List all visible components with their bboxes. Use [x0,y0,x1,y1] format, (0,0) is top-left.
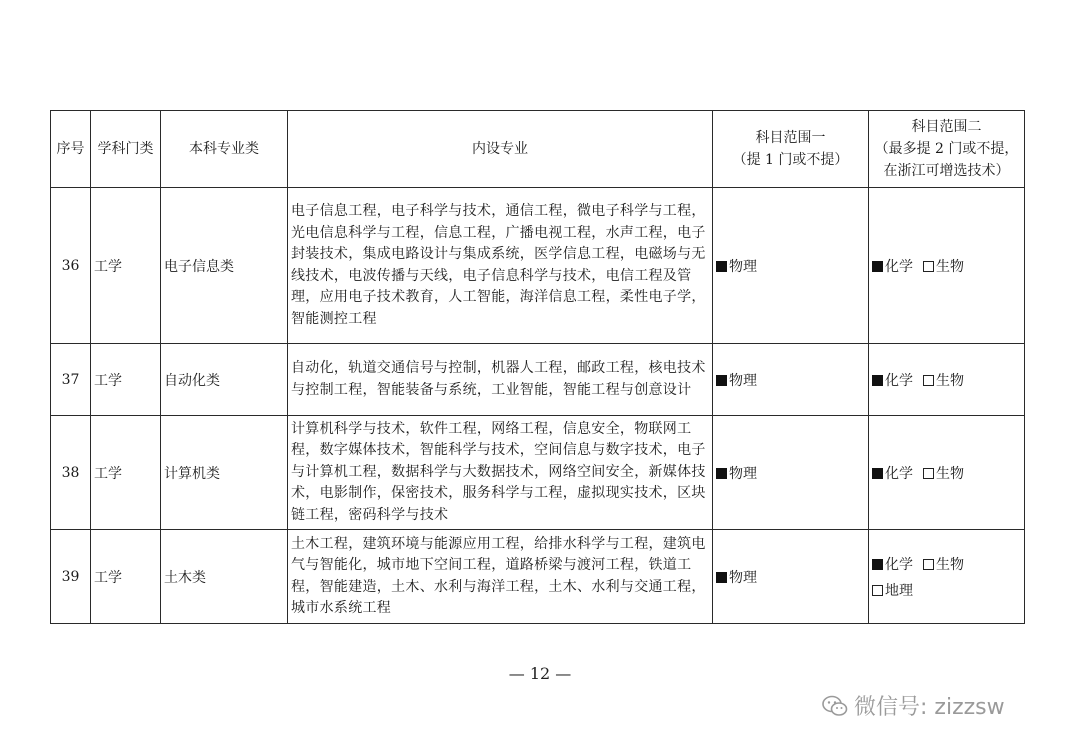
watermark-text: 微信号: zizzsw [854,695,1005,720]
row-majors: 自动化，轨道交通信号与控制，机器人工程，邮政工程，核电技术与控制工程，智能装备与系统，工业智能，智能工程与创意设计 [288,344,713,416]
unchecked-box-icon [923,375,934,386]
range2-subject-b: 生物 [936,556,964,573]
row-category: 土木类 [161,530,288,624]
header-range2 [869,111,1025,188]
checked-box-icon [716,375,727,386]
row-range1 [713,416,869,530]
row-majors: 电子信息工程，电子科学与技术，通信工程，微电子科学与工程，光电信息科学与工程，信息工程，广播电视工程，水声工程，电子封装技术，集成电路设计与集成系统，医学信息工程，电磁场与无线技术，电波传播与天线，电子信息科学与技术，电信工程及管理，应用电子技术教育，人工智能，海洋信息工程，柔性电子学，智能测控工程 [288,188,713,344]
row-range2 [869,188,1025,344]
header-range2-line3: 在浙江可增选技术） [883,163,1010,179]
range2-subject-a: 化学 [885,372,913,389]
range2-subject-a: 化学 [885,556,913,573]
watermark [822,690,1005,721]
header-range1-line2: （提 1 门或不提） [732,152,849,168]
row-discipline: 工学 [91,416,161,530]
range1-subject: 物理 [729,372,757,389]
row-majors: 计算机科学与技术，软件工程，网络工程，信息安全，物联网工程，数字媒体技术，智能科学与技术，空间信息与数字技术，电子与计算机工程，数据科学与大数据技术，网络空间安全，新媒体技术，电影制作，保密技术，服务科学与工程，虚拟现实技术，区块链工程，密码科学与技术 [288,416,713,530]
row-category: 计算机类 [161,416,288,530]
range2-subject-b: 生物 [936,372,964,389]
row-range2 [869,530,1025,624]
row-no: 38 [51,416,91,530]
range1-subject: 物理 [729,465,757,482]
table-row [51,344,1025,416]
range2-subject-a: 化学 [885,465,913,482]
row-range1 [713,530,869,624]
range2-subject-c: 地理 [885,582,913,599]
header-majors: 内设专业 [288,111,713,188]
header-range2-line2: （最多提 2 门或不提， [874,141,1019,157]
range2-subject-a: 化学 [885,258,913,275]
unchecked-box-icon [923,468,934,479]
checked-box-icon [716,468,727,479]
header-category: 本科专业类 [161,111,288,188]
header-range1 [713,111,869,188]
unchecked-box-icon [872,585,883,596]
page-number: — 12 — [508,664,572,683]
checked-box-icon [872,375,883,386]
range2-subject-b: 生物 [936,465,964,482]
row-no: 36 [51,188,91,344]
checked-box-icon [716,261,727,272]
checked-box-icon [872,261,883,272]
row-range2 [869,416,1025,530]
unchecked-box-icon [923,559,934,570]
row-discipline: 工学 [91,344,161,416]
row-range1 [713,188,869,344]
row-category: 自动化类 [161,344,288,416]
row-majors: 土木工程，建筑环境与能源应用工程，给排水科学与工程，建筑电气与智能化，城市地下空间工程，道路桥梁与渡河工程，铁道工程，智能建造，土木、水利与海洋工程，土木、水利与交通工程，城市水系统工程 [288,530,713,624]
row-discipline: 工学 [91,188,161,344]
range2-subject-b: 生物 [936,258,964,275]
header-discipline: 学科门类 [91,111,161,188]
checked-box-icon [872,559,883,570]
row-discipline: 工学 [91,530,161,624]
checked-box-icon [872,468,883,479]
checked-box-icon [716,572,727,583]
unchecked-box-icon [923,261,934,272]
row-category: 电子信息类 [161,188,288,344]
row-no: 37 [51,344,91,416]
range1-subject: 物理 [729,258,757,275]
subject-requirements-table [50,110,1025,624]
table-header-row [51,111,1025,188]
wechat-icon [822,695,848,717]
table-row [51,530,1025,624]
table-row [51,188,1025,344]
header-range2-line1: 科目范围二 [911,119,982,135]
row-range1 [713,344,869,416]
row-range2 [869,344,1025,416]
row-no: 39 [51,530,91,624]
range1-subject: 物理 [729,569,757,586]
table-row [51,416,1025,530]
header-range1-line1: 科目范围一 [755,130,826,146]
header-no: 序号 [51,111,91,188]
